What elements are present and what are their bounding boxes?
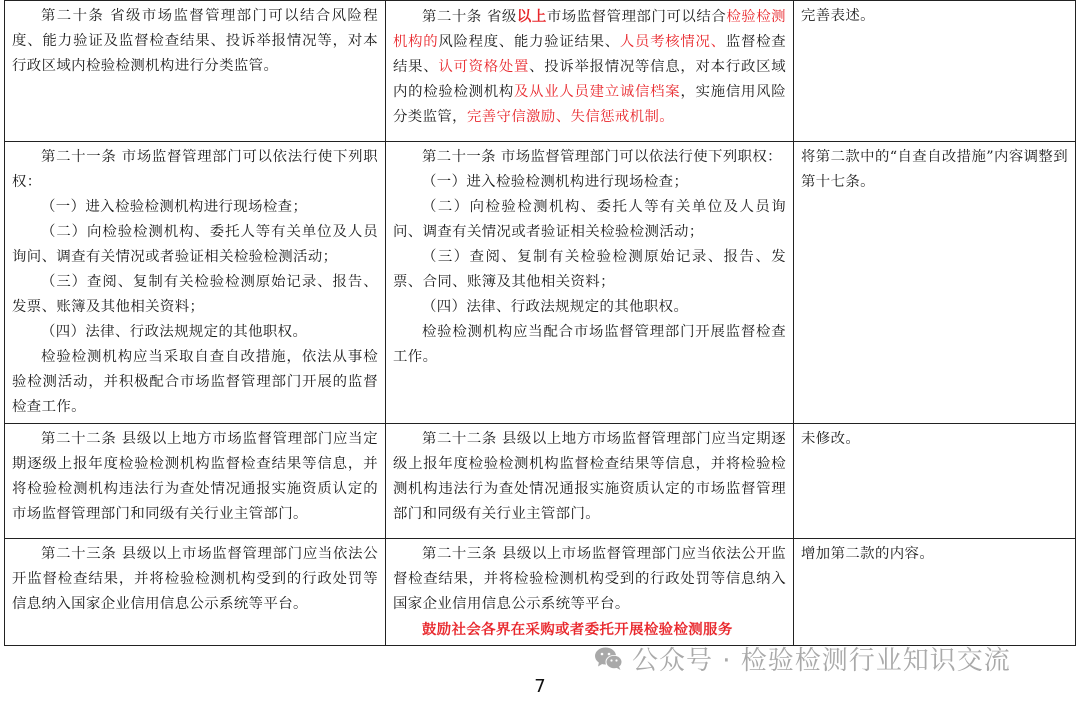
article-23-new: 第二十三条 县级以上市场监督管理部门应当依法公开监督检查结果，并将检验检测机构受到的行政处罚等信息纳入国家企业信用信息公示系统等平台。 — [393, 546, 786, 612]
note-cell — [794, 1, 1076, 142]
article-20-new — [393, 4, 786, 130]
article-22-old: 第二十二条 县级以上地方市场监督管理部门应当定期逐级上报年度检验检测机构监督检查结果等信息，并将检验检测机构违法行为查处情况通报实施资质认定的市场监督管理部门和同级有关行业主管部门。 — [12, 431, 378, 522]
article-21-new-item: （二）向检验检测机构、委托人等有关单位及人员询问、调查有关情况或者验证相关检验检测活动； — [393, 199, 786, 240]
old-text-cell — [5, 424, 386, 539]
new-text-cell — [386, 142, 794, 424]
table-row — [5, 142, 1076, 424]
article-21-old-para2: 检验检测机构应当采取自查自改措施，依法从事检验检测活动，并积极配合市场监督管理部门开展的监督检查工作。 — [12, 349, 378, 415]
changed-text: 人员考核情况、 — [619, 34, 726, 50]
revision-note: 未修改。 — [801, 431, 861, 447]
article-21-new-item: （四）法律、行政法规规定的其他职权。 — [422, 299, 689, 315]
new-text-cell — [386, 424, 794, 539]
article-21-old-item: （一）进入检验检测机构进行现场检查； — [41, 199, 308, 215]
table-row — [5, 1, 1076, 142]
article-21-new-item: （一）进入检验检测机构进行现场检查； — [422, 174, 689, 190]
article-20-old: 第二十条 省级市场监督管理部门可以结合风险程度、能力验证及监督检查结果、投诉举报情况等，对本行政区域内检验检测机构进行分类监管。 — [12, 8, 378, 74]
new-text-cell — [386, 539, 794, 646]
comparison-table — [4, 0, 1076, 646]
article-21-old-item: （四）法律、行政法规规定的其他职权。 — [41, 324, 308, 340]
article-21-old-item: （二）向检验检测机构、委托人等有关单位及人员询问、调查有关情况或者验证相关检验检测活动； — [12, 224, 378, 265]
article-21-new-intro: 第二十一条 市场监督管理部门可以依法行使下列职权： — [422, 149, 782, 165]
changed-text: 认可资格处置 — [438, 59, 530, 75]
text-segment: 风险程度、能力验证结果、 — [438, 34, 620, 50]
new-text-cell — [386, 1, 794, 142]
changed-text: 以上 — [516, 8, 547, 25]
article-22-new: 第二十二条 县级以上地方市场监督管理部门应当定期逐级上报年度检验检测机构监督检查结果等信息，并将检验检测机构违法行为查处情况通报实施资质认定的市场监督管理部门和同级有关行业主管部门。 — [393, 431, 786, 522]
revision-note: 增加第二款的内容。 — [801, 546, 935, 562]
wechat-icon — [594, 646, 624, 672]
watermark-text: 公众号 · 检验检测行业知识交流 — [632, 646, 1011, 676]
page-number: 7 — [534, 676, 546, 697]
old-text-cell — [5, 1, 386, 142]
note-cell — [794, 539, 1076, 646]
note-cell — [794, 424, 1076, 539]
table-row — [5, 539, 1076, 646]
table-row — [5, 424, 1076, 539]
text-segment: 第二十条 省级 — [422, 9, 517, 25]
article-23-new-para2: 鼓励社会各界在采购或者委托开展检验检测服务 — [422, 621, 733, 638]
watermark — [594, 640, 1011, 677]
changed-text: 完善守信激励、失信惩戒机制。 — [466, 109, 675, 125]
text-segment: 市场监督管理部门可以结合 — [546, 9, 727, 25]
text-segment: 、投诉举报情况等信息，对本行政区域内的检验检测机构 — [393, 59, 786, 100]
article-21-new-para2: 检验检测机构应当配合市场监督管理部门开展监督检查工作。 — [393, 324, 786, 365]
changed-text: 及从业人员建立诚信档案 — [514, 84, 681, 100]
old-text-cell — [5, 142, 386, 424]
note-cell — [794, 142, 1076, 424]
revision-note: 完善表述。 — [801, 8, 875, 24]
article-23-old: 第二十三条 县级以上市场监督管理部门应当依法公开监督检查结果，并将检验检测机构受到的行政处罚等信息纳入国家企业信用信息公示系统等平台。 — [12, 546, 378, 612]
revision-note: 将第二款中的“自查自改措施”内容调整到第十七条。 — [801, 149, 1068, 190]
article-21-old-item: （三）查阅、复制有关检验检测原始记录、报告、发票、账簿及其他相关资料； — [12, 274, 378, 315]
text-segment: 监督检查结果、 — [393, 34, 786, 75]
old-text-cell — [5, 539, 386, 646]
text-segment: ，实施信用风险分类监管， — [393, 84, 786, 125]
article-21-new-item: （三）查阅、复制有关检验检测原始记录、报告、发票、合同、账簿及其他相关资料； — [393, 249, 786, 290]
article-21-old-intro: 第二十一条 市场监督管理部门可以依法行使下列职权： — [12, 149, 378, 190]
changed-text: 检验检测机构的 — [393, 9, 786, 50]
